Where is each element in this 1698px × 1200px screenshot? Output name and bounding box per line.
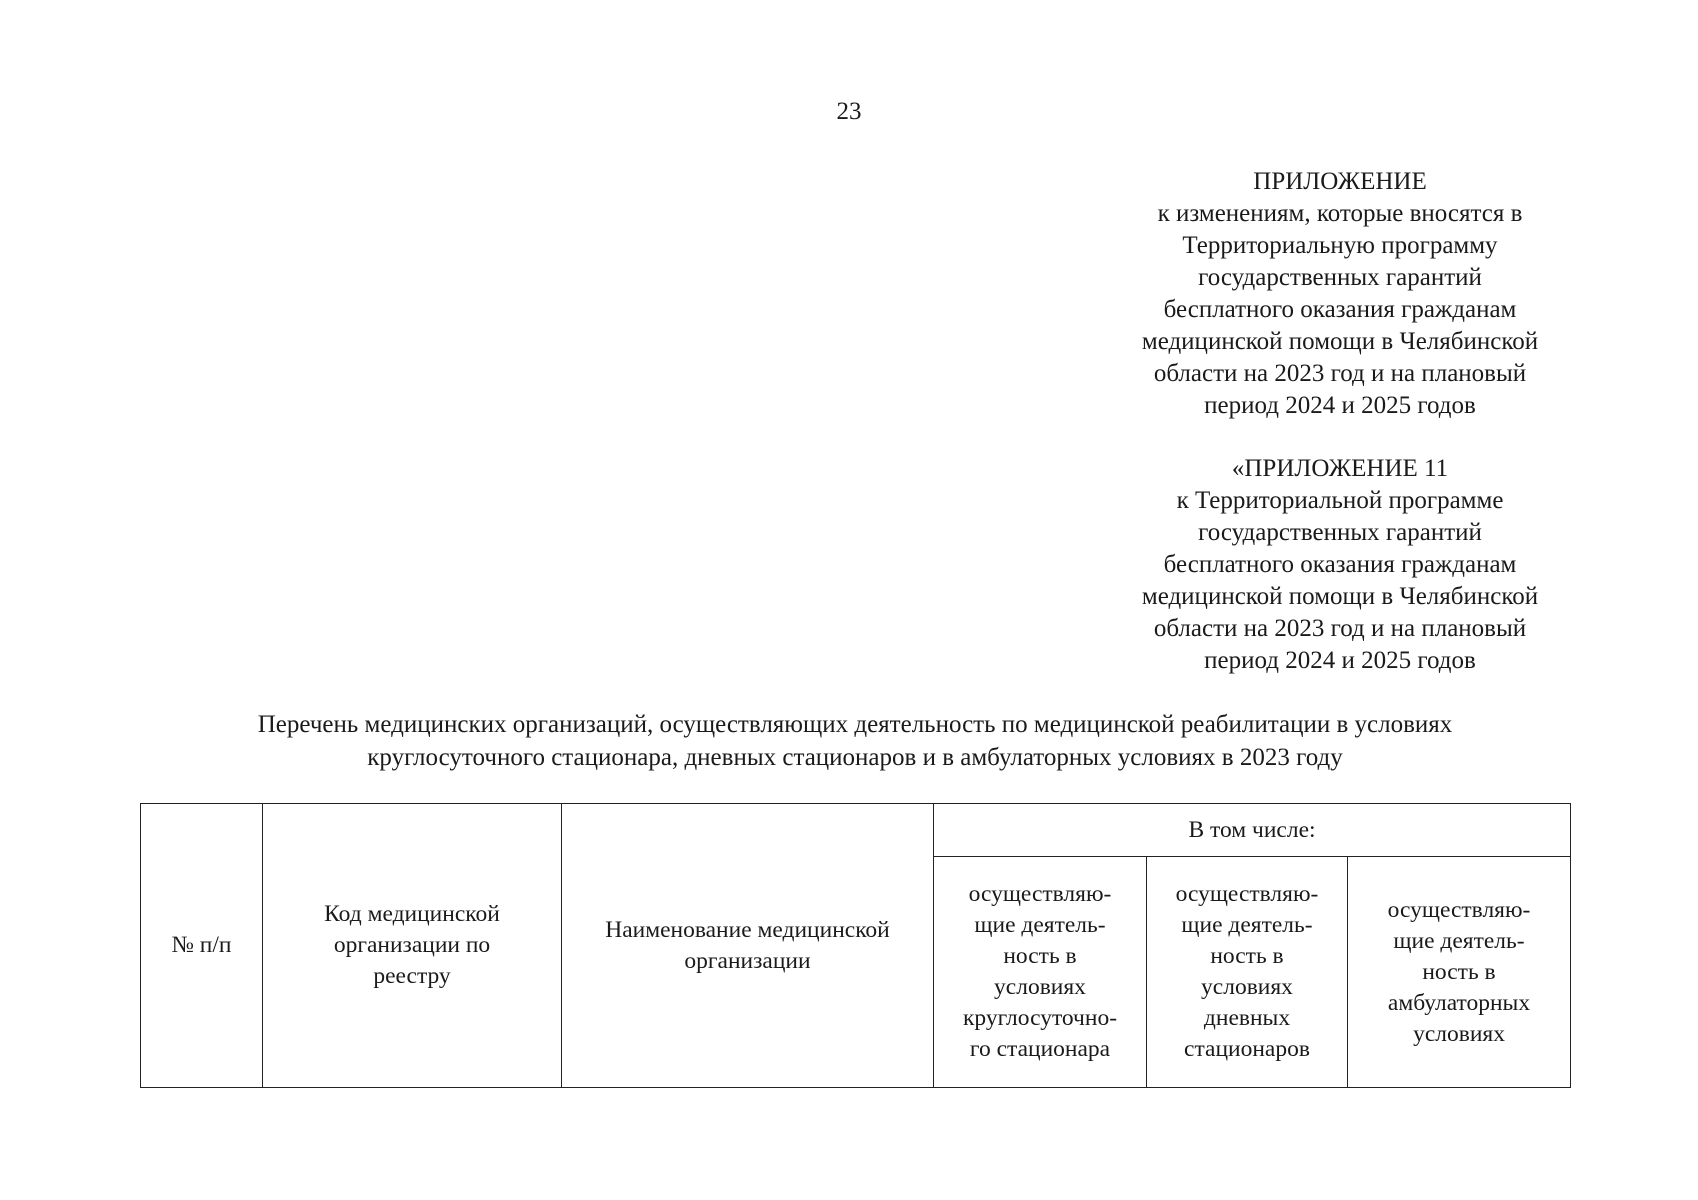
header-line: осуществляю- xyxy=(968,881,1112,907)
appendix-heading-11 xyxy=(1090,453,1590,677)
appendix-line: медицинской помощи в Челябинской xyxy=(1141,583,1539,610)
appendix-line: период 2024 и 2025 годов xyxy=(1204,647,1476,674)
header-line: ность в xyxy=(1210,943,1284,969)
header-line: щие деятель- xyxy=(1181,912,1313,938)
header-day-hospital xyxy=(1147,857,1348,1088)
header-line: круглосуточно- xyxy=(962,1005,1118,1031)
appendix-line: бесплатного оказания гражданам xyxy=(1163,551,1517,578)
appendix-line: Территориальную программу xyxy=(1182,232,1498,259)
appendix-line: государственных гарантий xyxy=(1198,264,1482,291)
header-line: Наименование медицинской xyxy=(605,916,890,943)
appendix-line: к изменениям, которые вносятся в xyxy=(1157,200,1523,227)
header-round-the-clock xyxy=(934,857,1147,1088)
header-line: го стационара xyxy=(969,1036,1111,1062)
appendix-title: ПРИЛОЖЕНИЕ xyxy=(1253,168,1427,195)
header-organization-name xyxy=(562,804,934,1088)
header-line: Код медицинской xyxy=(324,901,500,927)
appendix-line: период 2024 и 2025 годов xyxy=(1204,392,1476,419)
header-number xyxy=(141,804,263,1088)
appendix-line: области на 2023 год и на плановый xyxy=(1153,615,1527,642)
header-line: организации xyxy=(684,947,811,974)
appendix-line: области на 2023 год и на плановый xyxy=(1153,360,1527,387)
header-line: дневных xyxy=(1203,1005,1291,1031)
document-title-line: круглосуточного стационара, дневных стационаров и в амбулаторных условиях в 2023 году xyxy=(367,744,1343,771)
appendix-line: бесплатного оказания гражданам xyxy=(1163,296,1517,323)
header-line: ность в xyxy=(1422,958,1496,985)
header-line: стационаров xyxy=(1184,1036,1310,1062)
appendix-heading-changes xyxy=(1090,166,1590,422)
header-line: осуществляю- xyxy=(1387,896,1531,923)
header-group-label: В том числе: xyxy=(1188,816,1316,843)
header-registry-code xyxy=(263,804,562,1088)
appendix-title: «ПРИЛОЖЕНИЕ 11 xyxy=(1231,455,1449,482)
appendix-line: медицинской помощи в Челябинской xyxy=(1141,328,1539,355)
header-line: условиях xyxy=(1201,974,1293,1000)
document-title xyxy=(130,708,1580,774)
appendix-line: к Территориальной программе xyxy=(1176,487,1504,514)
page-number: 23 xyxy=(836,98,862,125)
header-line: реестру xyxy=(373,963,451,989)
organizations-table xyxy=(140,803,1571,1088)
header-line: условиях xyxy=(1413,1020,1505,1047)
header-line: щие деятель- xyxy=(1393,927,1525,954)
header-including-group xyxy=(934,804,1571,857)
table-header-row xyxy=(141,804,1571,857)
document-title-line: Перечень медицинских организаций, осуществляющих деятельность по медицинской реабилитации в условиях xyxy=(257,711,1453,738)
header-number-label: № п/п xyxy=(171,932,232,958)
header-outpatient xyxy=(1348,857,1571,1088)
header-line: организации по xyxy=(333,932,491,958)
header-line: условиях xyxy=(994,974,1086,1000)
header-line: щие деятель- xyxy=(974,912,1106,938)
header-line: осуществляю- xyxy=(1175,881,1319,907)
header-line: амбулаторных xyxy=(1387,989,1531,1016)
appendix-line: государственных гарантий xyxy=(1198,519,1482,546)
header-line: ность в xyxy=(1003,943,1077,969)
